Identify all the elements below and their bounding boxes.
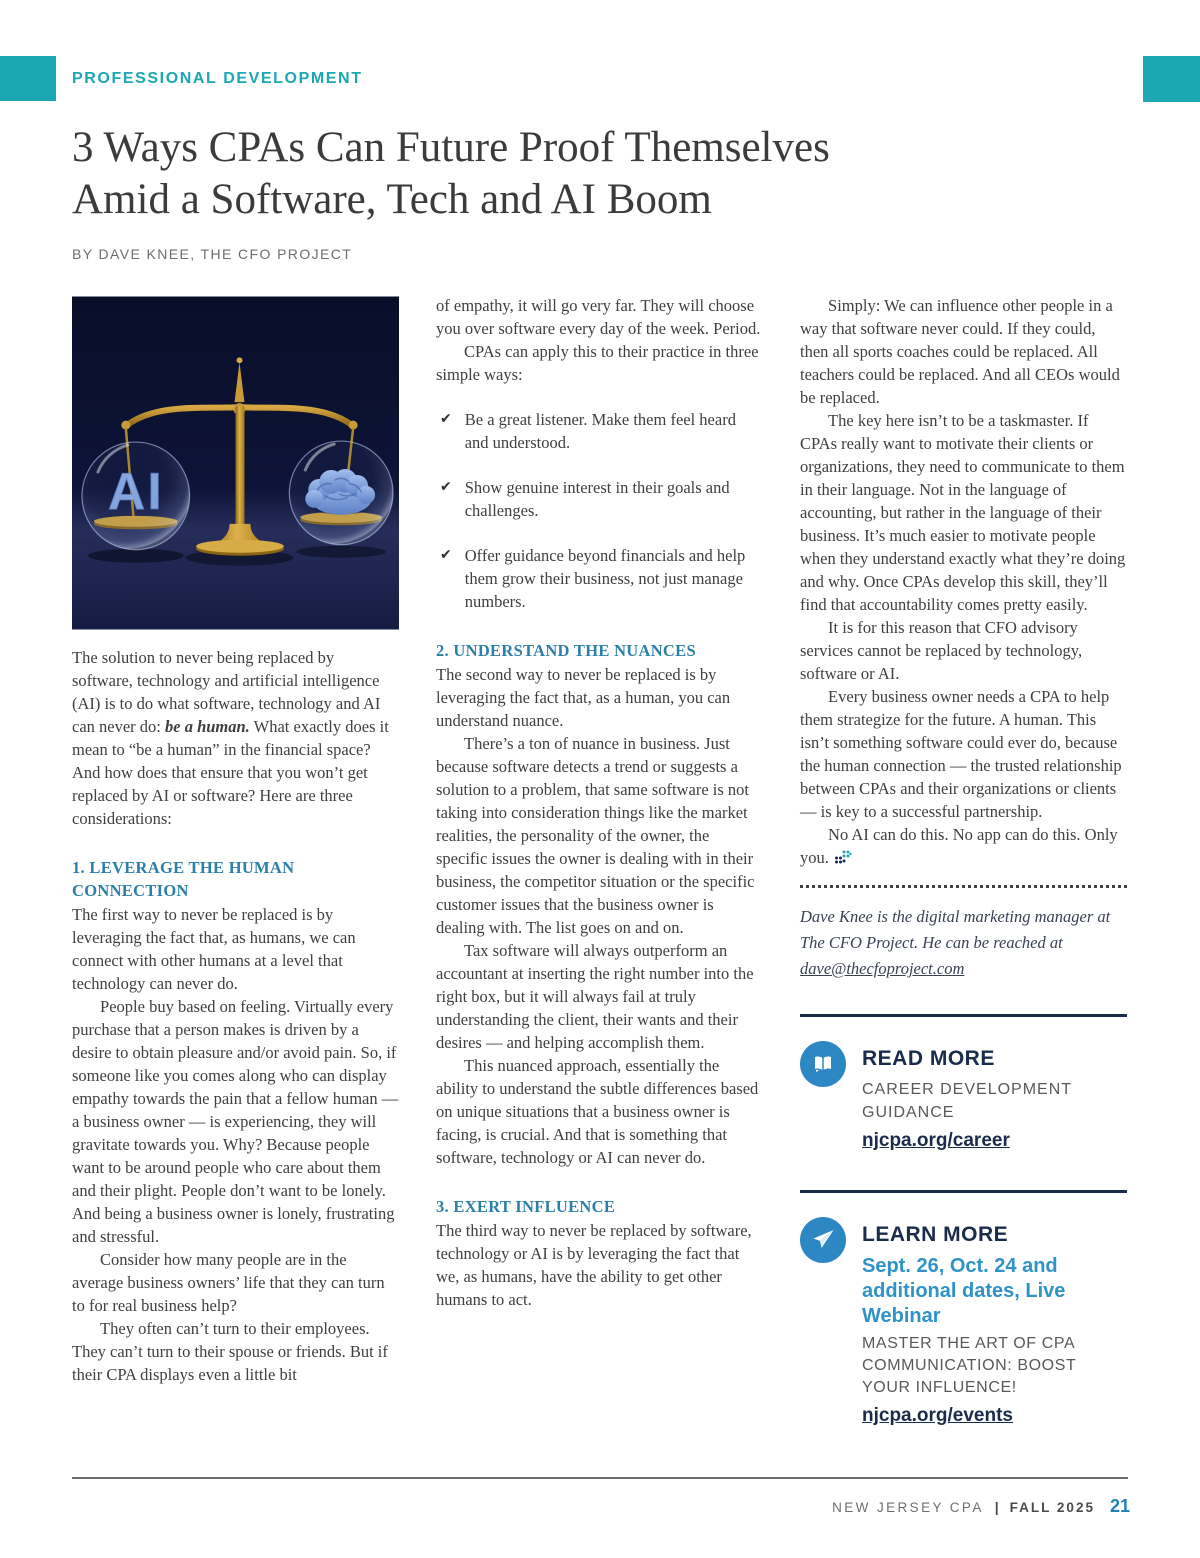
section-heading-1: 1. LEVERAGE THE HUMAN CONNECTION [72,858,295,900]
read-more-subtitle: CAREER DEVELOPMENT GUIDANCE [862,1081,1072,1121]
read-more-icon-circle [800,1041,846,1087]
webinar-title: MASTER THE ART OF CPA COMMUNICATION: BOOST YOUR INFLUENCE! [862,1335,1077,1396]
checklist-item [440,476,763,522]
body-paragraph: Every business owner needs a CPA to help them strategize for the future. A human. This isn’t something software could ever do, because the human connection — the trusted relationship between CPAs and their organizations or clients — is key to a successful partnership. [800,687,1122,821]
column-3 [800,294,1127,1427]
section-heading-2: 2. UNDERSTAND THE NUANCES [436,641,696,660]
learn-more-block [800,1217,1127,1427]
learn-more-label: LEARN MORE [862,1223,1009,1246]
intro-emphasis: be a human. [165,717,250,736]
body-paragraph: The second way to never be replaced is by leveraging the fact that, as a human, you can understand nuance. [436,665,731,730]
section-kicker: PROFESSIONAL DEVELOPMENT [72,70,363,87]
webinar-dates: Sept. 26, Oct. 24 and additional dates, Live Webinar [862,1255,1066,1327]
read-more-rule [800,1014,1127,1017]
body-paragraph: This nuanced approach, essentially the ability to understand the subtle differences based on unique situations that a business owner is facing, is crucial. And that is something that software, technology or AI can never do. [436,1056,759,1167]
check-icon: ✔ [440,547,452,563]
body-paragraph: Tax software will always outperform an accountant at inserting the right number into the right box, but it will always fail at truly understanding the client, their wants and their desires — and helping accomplish them. [436,941,754,1052]
title-line-2: Amid a Software, Tech and AI Boom [72,176,712,223]
body-paragraph: It is for this reason that CFO advisory services cannot be replaced by technology, software or AI. [800,618,1083,683]
title-line-1: 3 Ways CPAs Can Future Proof Themselves [72,124,830,171]
learn-more-rule [800,1190,1127,1193]
body-paragraph: Simply: We can influence other people in a way that software never could. If they could, then all sports coaches could be replaced. All teachers could be replaced. And all CEOs would be replaced. [800,296,1120,407]
intro-paragraph [72,646,399,830]
check-icon: ✔ [440,479,452,495]
checklist-text: Be a great listener. Make them feel heard and understood. [464,410,736,452]
body-paragraph: The third way to never be replaced by software, technology or AI is by leveraging the fact that we, as humans, have the ability to get other humans to act. [436,1221,752,1309]
teal-corner-right [1143,56,1200,102]
open-book-icon [810,1051,836,1077]
end-of-article-icon [835,850,852,865]
magazine-name: NEW JERSEY CPA [832,1500,984,1515]
article-columns [72,294,1128,1427]
check-icon: ✔ [440,411,452,427]
body-paragraph: They often can’t turn to their employees. They can’t turn to their spouse or friends. But if their CPA displays even a little bit [72,1319,388,1384]
learn-more-icon-circle [800,1217,846,1263]
checklist-item [440,408,763,454]
body-paragraph: of empathy, it will go very far. They will choose you over software every day of the week. Period. [436,296,761,338]
byline: BY DAVE KNEE, THE CFO PROJECT [72,246,353,262]
hero-image-ai-balance-scale [72,296,399,630]
closing-text: No AI can do this. No app can do this. Only you. [800,825,1118,867]
page-number: 21 [1109,1496,1130,1516]
read-more-content [862,1041,1127,1152]
bio-text: Dave Knee is the digital marketing manager at The CFO Project. He can be reached at [800,907,1111,952]
checklist-item [440,544,763,613]
footer-separator: | [994,1499,999,1515]
column-2 [436,294,763,1427]
read-more-label: READ MORE [862,1047,995,1070]
issue-label: FALL 2025 [1009,1500,1095,1515]
body-paragraph: The first way to never be replaced is by leveraging the fact that, as humans, we can connect with other humans at a level that technology can never do. [72,905,356,993]
teal-corner-left [0,56,56,101]
paper-plane-icon [810,1227,836,1253]
learn-more-link[interactable]: njcpa.org/events [862,1405,1013,1426]
body-paragraph [800,823,1127,869]
footer [832,1496,1130,1517]
bio-email-link[interactable]: dave@thecfoproject.com [800,959,965,978]
page-title [72,122,1052,226]
intro-post: What exactly does it mean to “be a human” in the financial space? And how does that ensure that you won’t get replaced by AI or software? Here are three considerations: [72,717,389,828]
body-paragraph: CPAs can apply this to their practice in three simple ways: [436,342,759,384]
author-bio [800,904,1127,982]
checklist-text: Offer guidance beyond financials and help them grow their business, not just manage numbers. [464,546,746,611]
body-paragraph: There’s a ton of nuance in business. Just because software detects a trend or suggests a solution to a problem, that same software is not taking into consideration things like the market realities, the personality of the owner, the specific issues the owner is dealing with in their business, the competitor situation or the specific customer issues that the business owner is dealing with. The list goes on and on. [436,734,755,937]
footer-rule [72,1477,1128,1479]
body-paragraph: Consider how many people are in the average business owners’ life that they can turn to for real business help? [72,1250,385,1315]
read-more-block [800,1041,1127,1152]
intro-pre: The solution to never being replaced by software, technology and artificial intelligence (AI) is to do what software, technology and AI can never do: [72,648,381,736]
checklist-text: Show genuine interest in their goals and challenges. [464,478,730,520]
body-paragraph: The key here isn’t to be a taskmaster. If CPAs really want to motivate their clients or organizations, they need to communicate to them in their language. Not in the language of accounting, but rather in the language of their business. It’s much easier to motivate people when they understand exactly what they’re doing and why. Once CPAs develop this skill, they’ll find that accountability comes pretty easily. [800,411,1126,614]
read-more-link[interactable]: njcpa.org/career [862,1130,1010,1151]
body-paragraph: People buy based on feeling. Virtually every purchase that a person makes is driven by a desire to obtain pleasure and/or avoid pain. So, if someone like you comes along who can display empathy towards the pain that a fellow human — a business owner — is experiencing, they will gravitate towards you. Why? Because people want to be around people who care about them and their plight. People don’t want to be lonely. And being a business owner is lonely, frustrating and stressful. [72,997,399,1246]
column-1 [72,294,399,1427]
section-heading-3: 3. EXERT INFLUENCE [436,1197,616,1216]
dotted-separator [800,885,1127,888]
learn-more-content [862,1217,1127,1427]
